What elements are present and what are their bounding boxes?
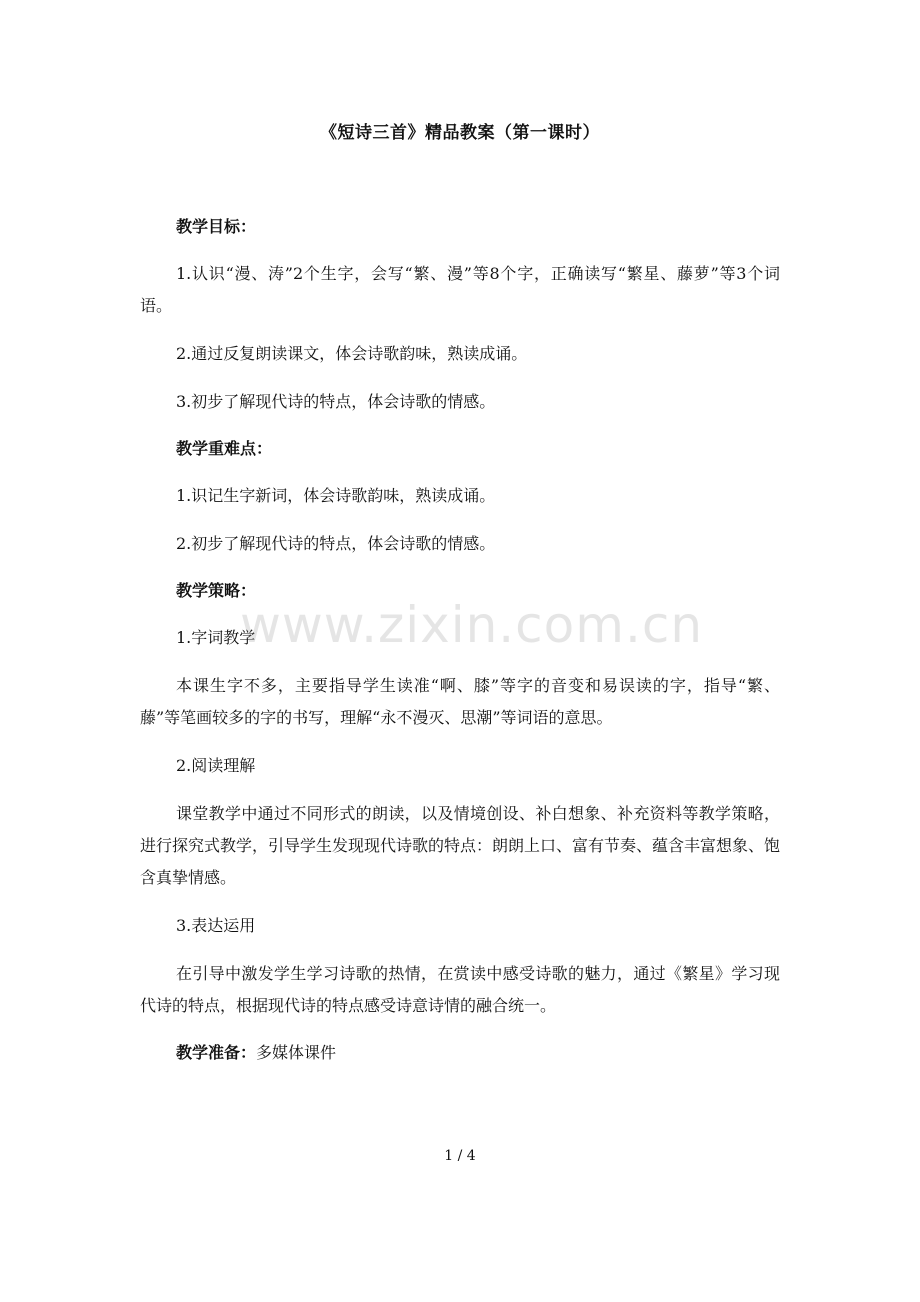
page-number: 1 / 4 [444,1148,476,1164]
key-point-item-2: 2.初步了解现代诗的特点，体会诗歌的情感。 [176,534,496,553]
strategy-subheading-2: 2.阅读理解 [176,756,256,775]
objective-item-2: 2.通过反复朗读课文，体会诗歌韵味，熟读成诵。 [176,344,528,363]
strategy-body-1: 本课生字不多，主要指导学生读准“啊、膝”等字的音变和易误读的字，指导“繁、藤”等笔画较多的字的书写，理解“永不漫灭、思潮”等词语的意思。 [140,676,780,727]
key-point-item-1: 1.识记生字新词，体会诗歌韵味，熟读成诵。 [176,486,496,505]
objective-item-3: 3.初步了解现代诗的特点，体会诗歌的情感。 [176,392,496,411]
strategy-body-2: 课堂教学中通过不同形式的朗读，以及情境创设、补白想象、补充资料等教学策略，进行探究式教学，引导学生发现现代诗歌的特点：朗朗上口、富有节奏、蕴含丰富想象、饱含真挚情感。 [140,804,781,887]
preparation-line [140,1038,780,1068]
preparation-value: 多媒体课件 [256,1043,337,1062]
preparation-heading: 教学准备： [176,1043,257,1062]
strategy-body-3: 在引导中激发学生学习诗歌的热情，在赏读中感受诗歌的魅力，通过《繁星》学习现代诗的特点，根据现代诗的特点感受诗意诗情的融合统一。 [140,964,780,1015]
document-title: 《短诗三首》精品教案（第一课时） [320,123,600,143]
strategy-subheading-3: 3.表达运用 [176,916,256,935]
key-points-heading: 教学重难点： [176,439,273,458]
objective-item-1: 1.认识“漫、涛”2个生字，会写“繁、漫”等8个字，正确读写“繁星、藤萝”等3个词语。 [140,264,780,315]
objectives-heading: 教学目标： [176,217,257,236]
strategy-subheading-1: 1.字词教学 [176,628,256,647]
watermark: www.zixin.com.cn [240,596,704,654]
strategies-heading: 教学策略： [176,581,257,600]
